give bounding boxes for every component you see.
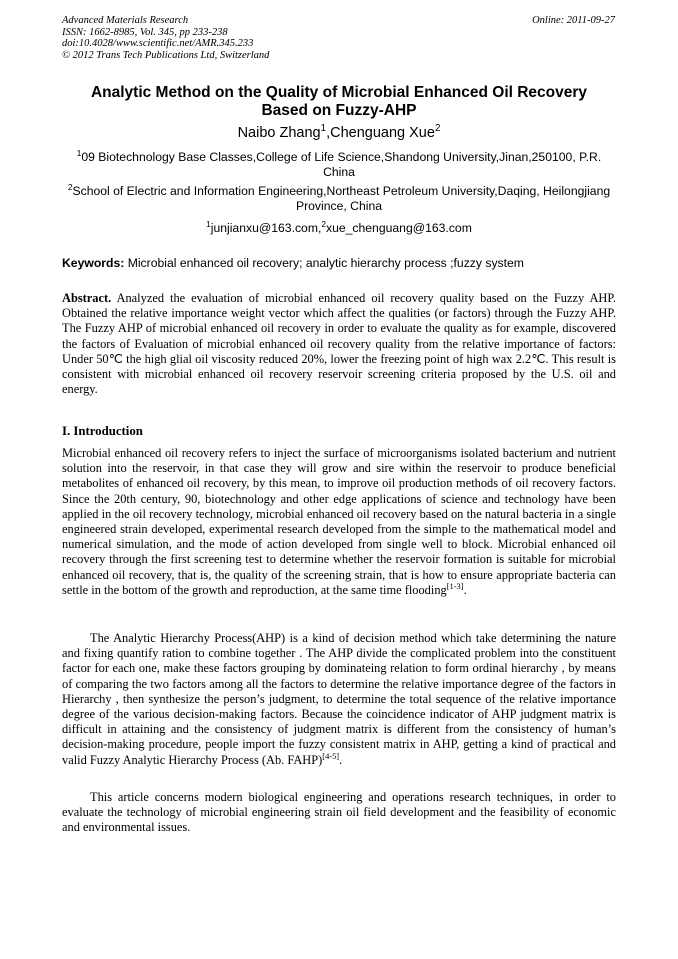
intro-paragraph-3: This article concerns modern biological engineering and operations research techniques, in order to evaluate the technology of microbial engineering strain oil field development and the feasibility of economic and environmental issues. [62, 790, 616, 835]
section-heading-introduction: I. Introduction [62, 424, 143, 438]
intro-paragraph-2-text: The Analytic Hierarchy Process(AHP) is a kind of decision method which take determining the nature and fixing quantify ration to combine together . The AHP divide the complicated problem into the constituent factor for each one, make these factors grouping by dominateing relation to form ordinal hierarchy , by means of comparing the two factors among all the factors to determine the relative importance degree of the factors in Hierarchy , then synthesize the person’s judgment, to determine the total sequence of the relative importance degree of the various decision-making factors. Because the coincidence indicator of AHP judgment matrix is difficult in attaining and the consistency of judgment matrix is different from the consistency of human’s decision-making procedure, people import the fuzzy consistent matrix in AHP, getting a kind of practical and valid Fuzzy Analytic Hierarchy Process (Ab. FAHP) [62, 631, 616, 767]
intro-paragraph-2 [62, 631, 616, 768]
affiliation-1-text: 09 Biotechnology Base Classes,College of Life Science,Shandong University,Jinan,250100, P.R. China [81, 150, 602, 179]
intro-paragraph-1 [62, 446, 616, 598]
keywords-text: Microbial enhanced oil recovery; analytic hierarchy process ;fuzzy system [124, 256, 524, 270]
paper-title [62, 84, 616, 120]
journal-header [62, 15, 269, 61]
email-2-sup: 2 [321, 218, 326, 229]
affiliation-2-sup: 2 [67, 181, 73, 192]
intro-paragraph-1-text: Microbial enhanced oil recovery refers to inject the surface of microorganisms isolated bacterium and nutrient solution into the reservoir, in that case they will grow and sire within the reservoir to produce beneficial metabolites of enhanced oil recovery, by this mean, to improve oil production methods of oil recovery factors. Since the 20th century, 90, biotechnology and other edge applications of science and technology have been applied in the oil recovery technology, microbial enhanced oil recovery based on the natural bacteria in a single engineered strain developed, experimental research developed from the simple to the mathematical model and numerical simulation, and the mode of action developed from single well to block. Microbial enhanced oil recovery through the first screening test to determine whether the reservoir formation is suitable for microbial enhanced oil recovery, that is, the quality of the screening strain, that is how to ensure appropriate bacteria can settle in the bottom of the growth and reproduction, at the same time flooding [62, 446, 616, 597]
email-line [62, 218, 616, 236]
email-1: junjianxu@163.com, [210, 221, 322, 235]
citation-1-3: [1-3] [446, 580, 464, 591]
abstract [62, 291, 616, 397]
email-2: xue_chenguang@163.com [325, 221, 472, 235]
author-2: Chenguang Xue [330, 125, 435, 141]
affiliation-1 [62, 147, 616, 180]
affiliation-2-text: School of Electric and Information Engineering,Northeast Petroleum University,Daqing, Heilongjiang Province, China [72, 184, 611, 213]
email-1-sup: 1 [206, 218, 211, 229]
title-line-1: Analytic Method on the Quality of Microbial Enhanced Oil Recovery [90, 84, 588, 101]
author-1: Naibo Zhang [237, 125, 321, 141]
journal-name: Advanced Materials Research [62, 15, 189, 26]
doi-line: doi:10.4028/www.scientific.net/AMR.345.233 [62, 38, 254, 49]
author-list [62, 124, 616, 142]
author-2-sup: 2 [434, 123, 441, 135]
abstract-text: Analyzed the evaluation of microbial enhanced oil recovery quality based on the Fuzzy AHP. Obtained the relative importance weight vector which affect the qualities (or factors) through the Fuzzy AHP. The Fuzzy AHP of microbial enhanced oil recovery in order to evaluate the quality as for example, discovered the factors of Evaluation of microbial enhanced oil recovery quality from the relative importance of factors: Under 50℃ the high glial oil viscosity reduced 20%, lower the freezing point of high wax 2.2℃. This result is consistent with microbial enhanced oil recovery reservoir screening criteria proposed by the U.S. oil and energy. [62, 291, 616, 397]
author-1-sup: 1 [320, 123, 327, 135]
keywords [62, 256, 616, 271]
issn-line: ISSN: 1662-8985, Vol. 345, pp 233-238 [62, 26, 228, 38]
abstract-label: Abstract. [62, 291, 112, 305]
intro-paragraph-1-end: . [463, 582, 467, 597]
online-date: Online: 2011-09-27 [532, 15, 615, 26]
affiliation-1-sup: 1 [76, 147, 82, 158]
author-separator: , [326, 125, 331, 141]
intro-paragraph-2-end: . [339, 752, 343, 767]
citation-4-5: [4-5] [322, 750, 340, 761]
keywords-label: Keywords: [62, 256, 125, 270]
affiliation-2 [62, 181, 616, 214]
title-line-2: Based on Fuzzy-AHP [261, 102, 417, 119]
copyright-line: © 2012 Trans Tech Publications Ltd, Switzerland [62, 49, 270, 61]
